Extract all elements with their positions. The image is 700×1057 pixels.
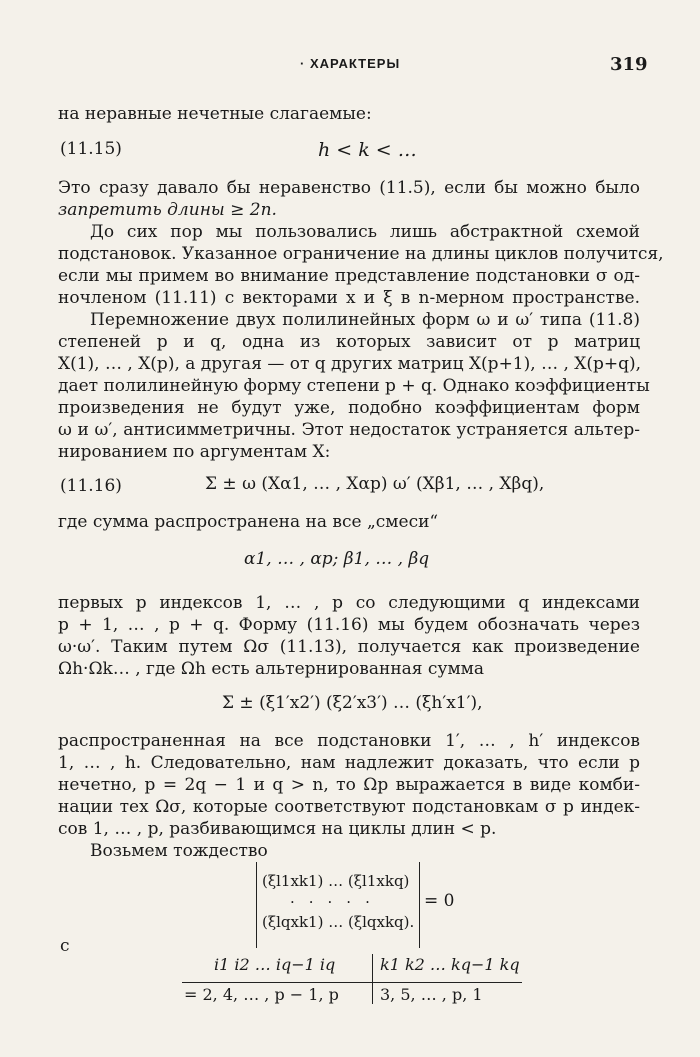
text-line: X(1), … , X(p), а другая — от q других матриц X(p+1), … , X(p+q), <box>58 354 642 374</box>
running-header: · ХАРАКТЕРЫ <box>300 56 401 71</box>
text-line: Это сразу давало бы неравенство (11.5), если бы можно было <box>58 178 640 198</box>
text-line: где сумма распространена на все „смеси“ <box>58 512 439 532</box>
text-line: первых p индексов 1, … , p со следующими q индексами <box>58 593 640 613</box>
determinant-dots: ····· <box>290 893 384 911</box>
text-line: сов 1, … , p, разбивающимся на циклы длин < p. <box>58 819 497 839</box>
equation-number: (11.15) <box>60 139 122 159</box>
text-line: запретить длины ≥ 2n. <box>58 200 277 220</box>
table-cell: = 2, 4, … , p − 1, p <box>184 985 339 1004</box>
text-line: До сих пор мы пользовались лишь абстрактной схемой <box>90 222 640 242</box>
table-rule <box>182 982 522 983</box>
text-line: степеней p и q, одна из которых зависит от p матриц <box>58 332 640 352</box>
text-line: дает полилинейную форму степени p + q. Однако коэффициенты <box>58 376 650 396</box>
index-table <box>182 952 522 1008</box>
text-line: ω·ω′. Таким путем Ωσ (11.13), получается как произведение <box>58 637 640 657</box>
equation-11-15: h < k < … <box>318 139 417 161</box>
determinant-rhs: = 0 <box>424 891 455 911</box>
equation-11-16: Σ ± ω (Xα1, … , Xαp) ω′ (Xβ1, … , Xβq), <box>205 474 545 494</box>
alternating-sum: Σ ± (ξ1′x2′) (ξ2′x3′) … (ξh′x1′), <box>222 693 483 713</box>
determinant-row: (ξlqxk1) … (ξlqxkq). <box>262 913 415 931</box>
text-line: на неравные нечетные слагаемые: <box>58 104 372 124</box>
text-line: ω и ω′, антисимметричны. Этот недостаток устраняется альтер- <box>58 420 640 440</box>
mix-sequence: α1, … , αp; β1, … , βq <box>244 549 430 569</box>
text-line: Возьмем тождество <box>90 841 268 861</box>
text-line: Ωh·Ωk… , где Ωh есть альтернированная сумма <box>58 659 485 679</box>
text-line: подстановок. Указанное ограничение на длины циклов получится, <box>58 244 664 264</box>
text-line: 1, … , h. Следовательно, нам надлежит доказать, что если p <box>58 753 640 773</box>
table-cell: 3, 5, … , p, 1 <box>380 985 483 1004</box>
determinant-row: (ξl1xk1) … (ξl1xkq) <box>262 872 410 890</box>
text-line: нации тех Ωσ, которые соответствуют подстановкам σ p индек- <box>58 797 640 817</box>
page-number: 319 <box>610 54 648 75</box>
text-line: с <box>60 936 70 956</box>
table-cell: k1 k2 … kq−1 kq <box>380 955 520 974</box>
table-divider <box>372 954 373 1004</box>
text-line: Перемножение двух полилинейных форм ω и ω′ типа (11.8) <box>90 310 640 330</box>
text-line: p + 1, … , p + q. Форму (11.16) мы будем обозначать через <box>58 615 640 635</box>
equation-number: (11.16) <box>60 476 122 496</box>
text-line: распространенная на все подстановки 1′, … , h′ индексов <box>58 731 640 751</box>
text-line: если мы примем во внимание представление подстановки σ од- <box>58 266 640 286</box>
text-line: нированием по аргументам X: <box>58 442 331 462</box>
table-cell: i1 i2 … iq−1 iq <box>214 955 336 974</box>
text-line: ночленом (11.11) с векторами x и ξ в n-мерном пространстве. <box>58 288 640 308</box>
text-line: нечетно, p = 2q − 1 и q > n, то Ωp выражается в виде комби- <box>58 775 640 795</box>
text-line: произведения не будут уже, подобно коэффициентам форм <box>58 398 640 418</box>
